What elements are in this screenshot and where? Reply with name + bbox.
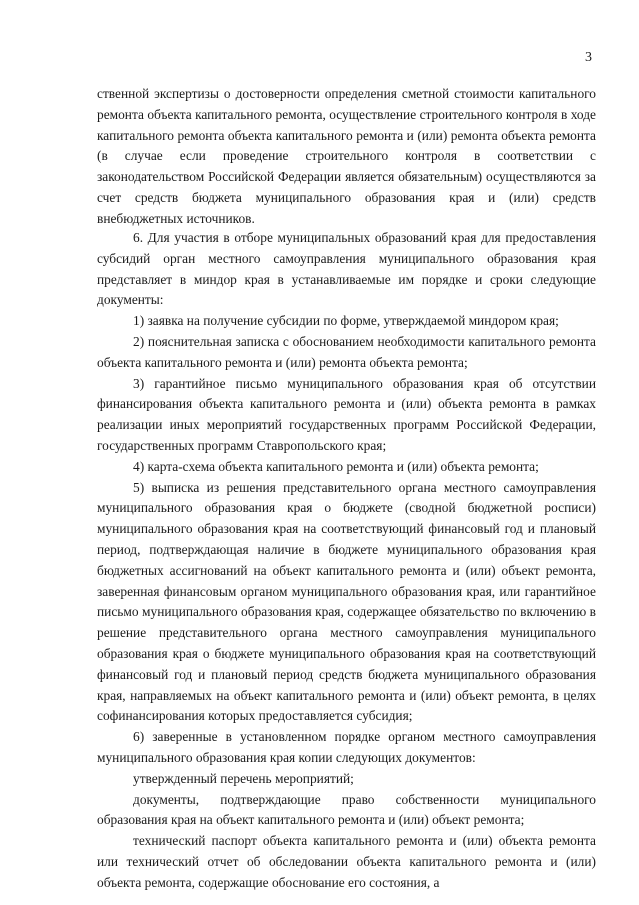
item-4-map-scheme: 4) карта-схема объекта капитального ремонта и (или) объекта ремонта;	[133, 458, 539, 474]
copy-list-item: утвержденный перечень мероприятий;	[133, 770, 354, 786]
item-6-certified-copies: 6) заверенные в установленном порядке органом местного самоуправления муниципального образования края копии следующих документов:	[97, 729, 596, 765]
item-3-guarantee-letter: 3) гарантийное письмо муниципального образования края об отсутствии финансирования объекта капитального ремонта и (или) объекта ремонта в рамках реализации иных мероприятий государственных программ Российской Федерации, государственных программ Ставропольского края;	[97, 375, 596, 453]
copy-list-item: документы, подтверждающие право собственности муниципального образования края на объект капитального ремонта и (или) объект ремонта;	[97, 791, 596, 828]
copy-list-item: технический паспорт объекта капитального ремонта и (или) объекта ремонта или технический отчет об обследовании объекта капитального ремонта и (или) объекта ремонта, содержащие обоснование его состояния, а	[97, 833, 596, 890]
section-6-block	[97, 228, 596, 894]
intro-block	[97, 84, 596, 230]
item-1-application: 1) заявка на получение субсидии по форме, утверждаемой миндором края;	[133, 313, 559, 329]
item-2-explanatory-note: 2) пояснительная записка с обоснованием необходимости капитального ремонта объекта капитального ремонта и (или) ремонта объекта ремонта;	[97, 333, 596, 370]
section-6-paragraph: 6. Для участия в отборе муниципальных образований края для предоставления субсидий орган местного самоуправления муниципального образования края представляет в миндор края в устанавливаемые им порядке и сроки следующие документы:	[97, 230, 596, 308]
item-5-budget-extract: 5) выписка из решения представительного органа местного самоуправления муниципального образования края о бюджете (сводной бюджетной росписи) муниципального образования края на соответствующий финансовый год и плановый период, подтверждающая наличие в бюджете муниципального образования края бюджетных ассигнований на объект капитального ремонта и (или) объект ремонта, заверенная финансовым органом муниципального образования края, или гарантийное письмо муниципального образования края, содержащее обязательство по включению в решение представительного органа местного самоуправления муниципального образования края о бюджете муниципального образования края на соответствующий финансовый год и плановый период средств бюджета муниципального образования края, направляемых на объект капитального ремонта и (или) объект ремонта, в целях софинансирования которых предоставляется субсидия;	[97, 479, 596, 724]
page-number: 3	[585, 50, 592, 65]
intro-paragraph: ственной экспертизы о достоверности определения сметной стоимости капитального ремонта объекта капитального ремонта, осуществление строительного контроля в ходе капитального ремонта объекта капитального ремонта и (или) ремонта объекта ремонта (в случае если проведение строительного контроля в соответствии с законодательством Российской Федерации является обязательным) осуществляются за счет средств бюджета муниципального образования края и (или) средств внебюджетных источников.	[97, 86, 596, 226]
